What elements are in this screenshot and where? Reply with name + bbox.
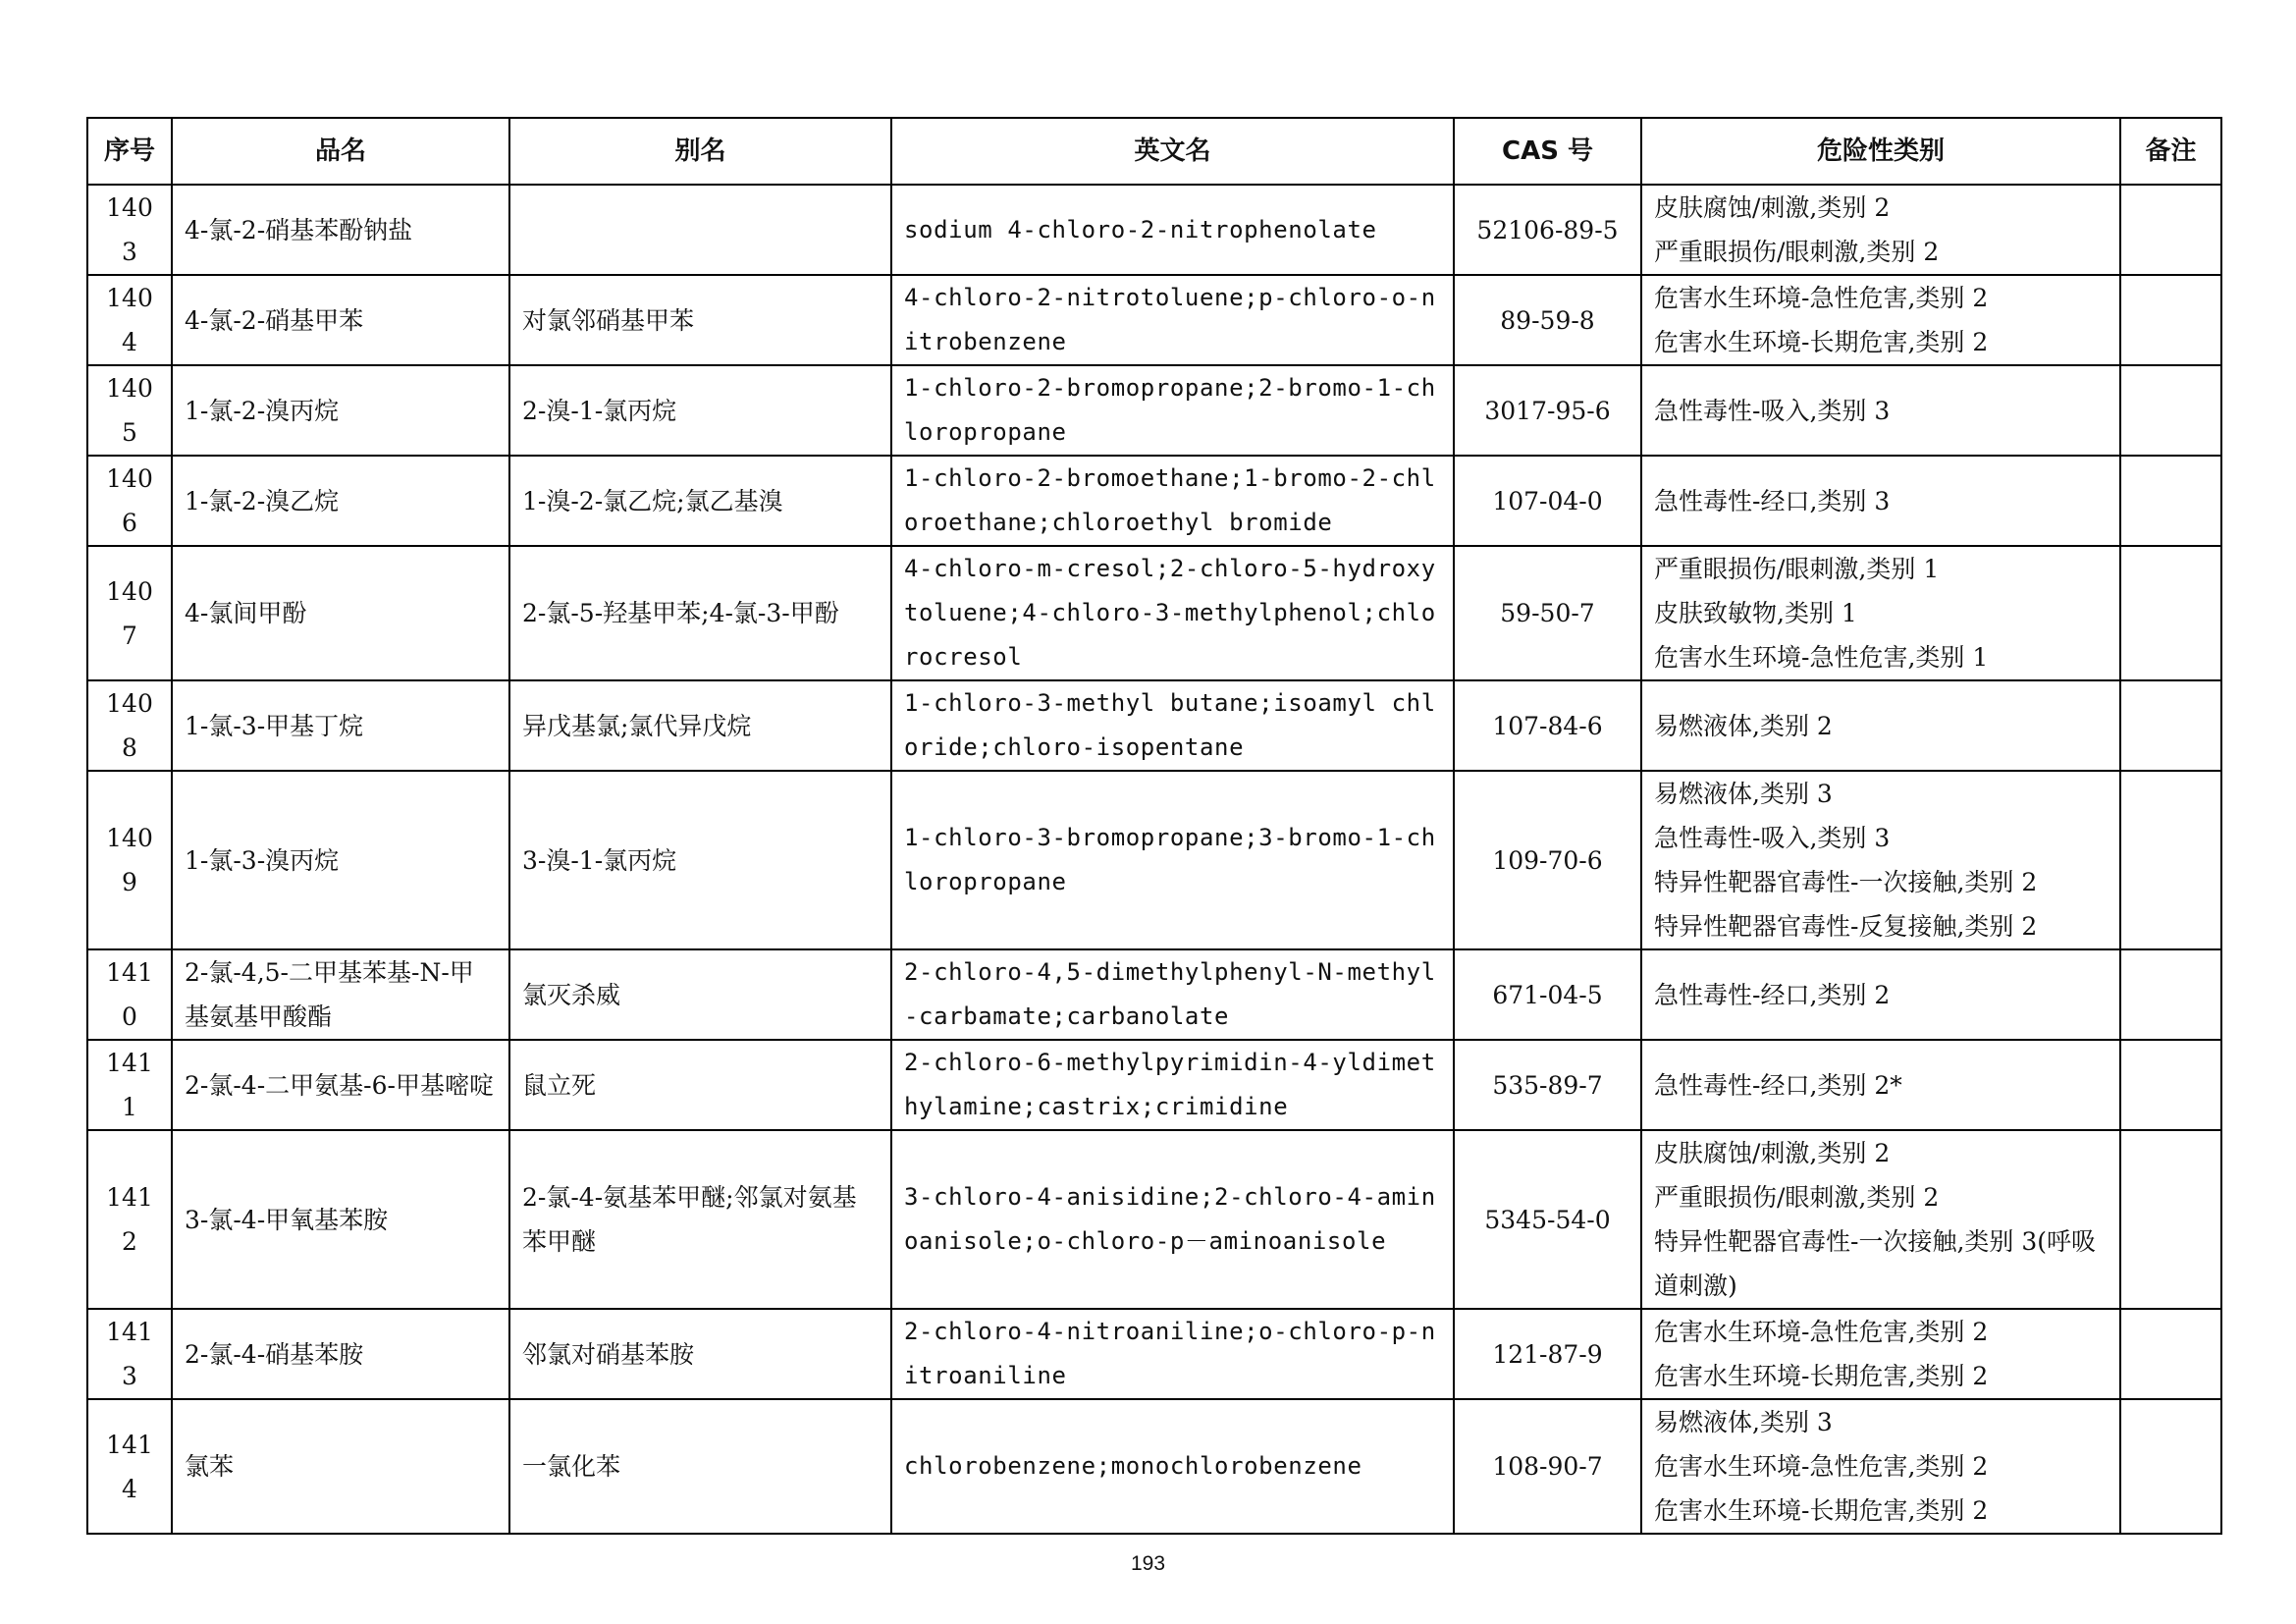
- cell-cas: 89-59-8: [1454, 275, 1641, 365]
- cell-remark: [2120, 275, 2221, 365]
- hazard-item: 特异性靶器官毒性-反复接触,类别 2: [1654, 912, 2038, 941]
- cell-english-name: 2-chloro-4-nitroaniline;o-chloro-p-nitroaniline: [891, 1309, 1454, 1399]
- cell-alias: [509, 185, 891, 275]
- cell-no: 1412: [87, 1130, 172, 1309]
- cell-hazard: [1641, 1309, 2120, 1399]
- cell-cas: 3017-95-6: [1454, 365, 1641, 456]
- hazard-item: 皮肤腐蚀/刺激,类别 2: [1654, 193, 1891, 222]
- header-cas: CAS 号: [1454, 118, 1641, 185]
- cell-english-name: 4-chloro-m-cresol;2-chloro-5-hydroxytoluene;4-chloro-3-methylphenol;chlorocresol: [891, 546, 1454, 680]
- cell-name: 1-氯-2-溴丙烷: [172, 365, 509, 456]
- cell-alias: 2-氯-5-羟基甲苯;4-氯-3-甲酚: [509, 546, 891, 680]
- table-row: [87, 456, 2221, 546]
- cell-cas: 52106-89-5: [1454, 185, 1641, 275]
- cell-alias: 邻氯对硝基苯胺: [509, 1309, 891, 1399]
- cell-name: 1-氯-3-甲基丁烷: [172, 680, 509, 771]
- chemical-catalog-table: [86, 117, 2222, 1535]
- cell-english-name: chlorobenzene;monochlorobenzene: [891, 1399, 1454, 1534]
- cell-alias: 2-氯-4-氨基苯甲醚;邻氯对氨基苯甲醚: [509, 1130, 891, 1309]
- header-name: 品名: [172, 118, 509, 185]
- cell-hazard: [1641, 1399, 2120, 1534]
- hazard-item: 严重眼损伤/眼刺激,类别 1: [1654, 555, 1940, 583]
- cell-name: 1-氯-2-溴乙烷: [172, 456, 509, 546]
- hazard-item: 急性毒性-经口,类别 3: [1654, 486, 1891, 515]
- cell-english-name: 3-chloro-4-anisidine;2-chloro-4-aminoanisole;o-chloro-p－aminoanisole: [891, 1130, 1454, 1309]
- cell-remark: [2120, 365, 2221, 456]
- cell-alias: 3-溴-1-氯丙烷: [509, 771, 891, 949]
- table-row: [87, 771, 2221, 949]
- hazard-item: 危害水生环境-急性危害,类别 2: [1654, 1318, 1989, 1346]
- cell-hazard: [1641, 456, 2120, 546]
- table-row: [87, 1399, 2221, 1534]
- cell-alias: 氯灭杀威: [509, 949, 891, 1040]
- table-body: [87, 185, 2221, 1534]
- cell-english-name: 1-chloro-2-bromoethane;1-bromo-2-chloroethane;chloroethyl bromide: [891, 456, 1454, 546]
- cell-name: 3-氯-4-甲氧基苯胺: [172, 1130, 509, 1309]
- hazard-item: 特异性靶器官毒性-一次接触,类别 3(呼吸道刺激): [1654, 1227, 2097, 1300]
- table-row: [87, 185, 2221, 275]
- hazard-item: 严重眼损伤/眼刺激,类别 2: [1654, 238, 1940, 266]
- cell-english-name: 2-chloro-4,5-dimethylphenyl-N-methyl-carbamate;carbanolate: [891, 949, 1454, 1040]
- table-row: [87, 949, 2221, 1040]
- hazard-item: 危害水生环境-急性危害,类别 2: [1654, 284, 1989, 312]
- cell-alias: 2-溴-1-氯丙烷: [509, 365, 891, 456]
- cell-name: 4-氯间甲酚: [172, 546, 509, 680]
- cell-name: 1-氯-3-溴丙烷: [172, 771, 509, 949]
- cell-english-name: 1-chloro-3-methyl butane;isoamyl chloride;chloro-isopentane: [891, 680, 1454, 771]
- cell-cas: 59-50-7: [1454, 546, 1641, 680]
- cell-no: 1413: [87, 1309, 172, 1399]
- header-row: [87, 118, 2221, 185]
- hazard-item: 易燃液体,类别 3: [1654, 780, 1833, 808]
- cell-cas: 121-87-9: [1454, 1309, 1641, 1399]
- cell-remark: [2120, 771, 2221, 949]
- cell-alias: 鼠立死: [509, 1040, 891, 1130]
- cell-remark: [2120, 456, 2221, 546]
- hazard-item: 危害水生环境-急性危害,类别 2: [1654, 1452, 1989, 1481]
- table-row: [87, 1309, 2221, 1399]
- table-row: [87, 365, 2221, 456]
- cell-remark: [2120, 1309, 2221, 1399]
- table-row: [87, 680, 2221, 771]
- page-number: 193: [1130, 1552, 1166, 1575]
- table-row: [87, 275, 2221, 365]
- cell-no: 1403: [87, 185, 172, 275]
- cell-cas: 535-89-7: [1454, 1040, 1641, 1130]
- cell-remark: [2120, 185, 2221, 275]
- hazard-item: 急性毒性-吸入,类别 3: [1654, 396, 1891, 425]
- cell-remark: [2120, 1399, 2221, 1534]
- hazard-item: 危害水生环境-长期危害,类别 2: [1654, 1496, 1989, 1525]
- cell-alias: 对氯邻硝基甲苯: [509, 275, 891, 365]
- cell-remark: [2120, 1130, 2221, 1309]
- cell-english-name: 4-chloro-2-nitrotoluene;p-chloro-o-nitrobenzene: [891, 275, 1454, 365]
- cell-no: 1410: [87, 949, 172, 1040]
- hazard-item: 危害水生环境-长期危害,类别 2: [1654, 1362, 1989, 1390]
- hazard-item: 急性毒性-经口,类别 2*: [1654, 1070, 1902, 1100]
- cell-cas: 107-84-6: [1454, 680, 1641, 771]
- cell-hazard: [1641, 275, 2120, 365]
- cell-remark: [2120, 680, 2221, 771]
- cell-english-name: sodium 4-chloro-2-nitrophenolate: [891, 185, 1454, 275]
- cell-name: 4-氯-2-硝基苯酚钠盐: [172, 185, 509, 275]
- cell-no: 1406: [87, 456, 172, 546]
- hazard-item: 严重眼损伤/眼刺激,类别 2: [1654, 1183, 1940, 1212]
- cell-hazard: [1641, 185, 2120, 275]
- cell-name: 2-氯-4,5-二甲基苯基-N-甲基氨基甲酸酯: [172, 949, 509, 1040]
- cell-cas: 109-70-6: [1454, 771, 1641, 949]
- hazard-item: 易燃液体,类别 3: [1654, 1408, 1833, 1436]
- cell-no: 1408: [87, 680, 172, 771]
- hazard-item: 特异性靶器官毒性-一次接触,类别 2: [1654, 868, 2038, 896]
- cell-name: 2-氯-4-二甲氨基-6-甲基嘧啶: [172, 1040, 509, 1130]
- hazard-item: 易燃液体,类别 2: [1654, 711, 1833, 740]
- cell-no: 1407: [87, 546, 172, 680]
- cell-no: 1404: [87, 275, 172, 365]
- cell-english-name: 1-chloro-3-bromopropane;3-bromo-1-chloropropane: [891, 771, 1454, 949]
- header-no: 序号: [87, 118, 172, 185]
- hazard-item: 皮肤致敏物,类别 1: [1654, 599, 1857, 627]
- cell-hazard: [1641, 546, 2120, 680]
- cell-english-name: 2-chloro-6-methylpyrimidin-4-yldimethylamine;castrix;crimidine: [891, 1040, 1454, 1130]
- cell-remark: [2120, 1040, 2221, 1130]
- cell-no: 1405: [87, 365, 172, 456]
- cell-cas: 5345-54-0: [1454, 1130, 1641, 1309]
- cell-alias: 异戊基氯;氯代异戊烷: [509, 680, 891, 771]
- hazard-item: 危害水生环境-长期危害,类别 2: [1654, 328, 1989, 356]
- cell-hazard: [1641, 771, 2120, 949]
- table-row: [87, 1130, 2221, 1309]
- cell-no: 1414: [87, 1399, 172, 1534]
- cell-hazard: [1641, 949, 2120, 1040]
- header-hazard: 危险性类别: [1641, 118, 2120, 185]
- cell-name: 氯苯: [172, 1399, 509, 1534]
- header-alias: 别名: [509, 118, 891, 185]
- cell-hazard: [1641, 1130, 2120, 1309]
- cell-cas: 671-04-5: [1454, 949, 1641, 1040]
- cell-hazard: [1641, 680, 2120, 771]
- hazard-item: 急性毒性-经口,类别 2: [1654, 980, 1891, 1009]
- hazard-item: 急性毒性-吸入,类别 3: [1654, 824, 1891, 852]
- cell-remark: [2120, 546, 2221, 680]
- header-english-name: 英文名: [891, 118, 1454, 185]
- cell-remark: [2120, 949, 2221, 1040]
- cell-cas: 107-04-0: [1454, 456, 1641, 546]
- cell-alias: 一氯化苯: [509, 1399, 891, 1534]
- cell-alias: 1-溴-2-氯乙烷;氯乙基溴: [509, 456, 891, 546]
- hazard-item: 皮肤腐蚀/刺激,类别 2: [1654, 1139, 1891, 1167]
- hazard-item: 危害水生环境-急性危害,类别 1: [1654, 643, 1989, 672]
- cell-hazard: [1641, 1040, 2120, 1130]
- header-remark: 备注: [2120, 118, 2221, 185]
- cell-name: 4-氯-2-硝基甲苯: [172, 275, 509, 365]
- cell-name: 2-氯-4-硝基苯胺: [172, 1309, 509, 1399]
- table-row: [87, 1040, 2221, 1130]
- cell-cas: 108-90-7: [1454, 1399, 1641, 1534]
- cell-no: 1409: [87, 771, 172, 949]
- cell-english-name: 1-chloro-2-bromopropane;2-bromo-1-chloropropane: [891, 365, 1454, 456]
- table-row: [87, 546, 2221, 680]
- cell-no: 1411: [87, 1040, 172, 1130]
- cell-hazard: [1641, 365, 2120, 456]
